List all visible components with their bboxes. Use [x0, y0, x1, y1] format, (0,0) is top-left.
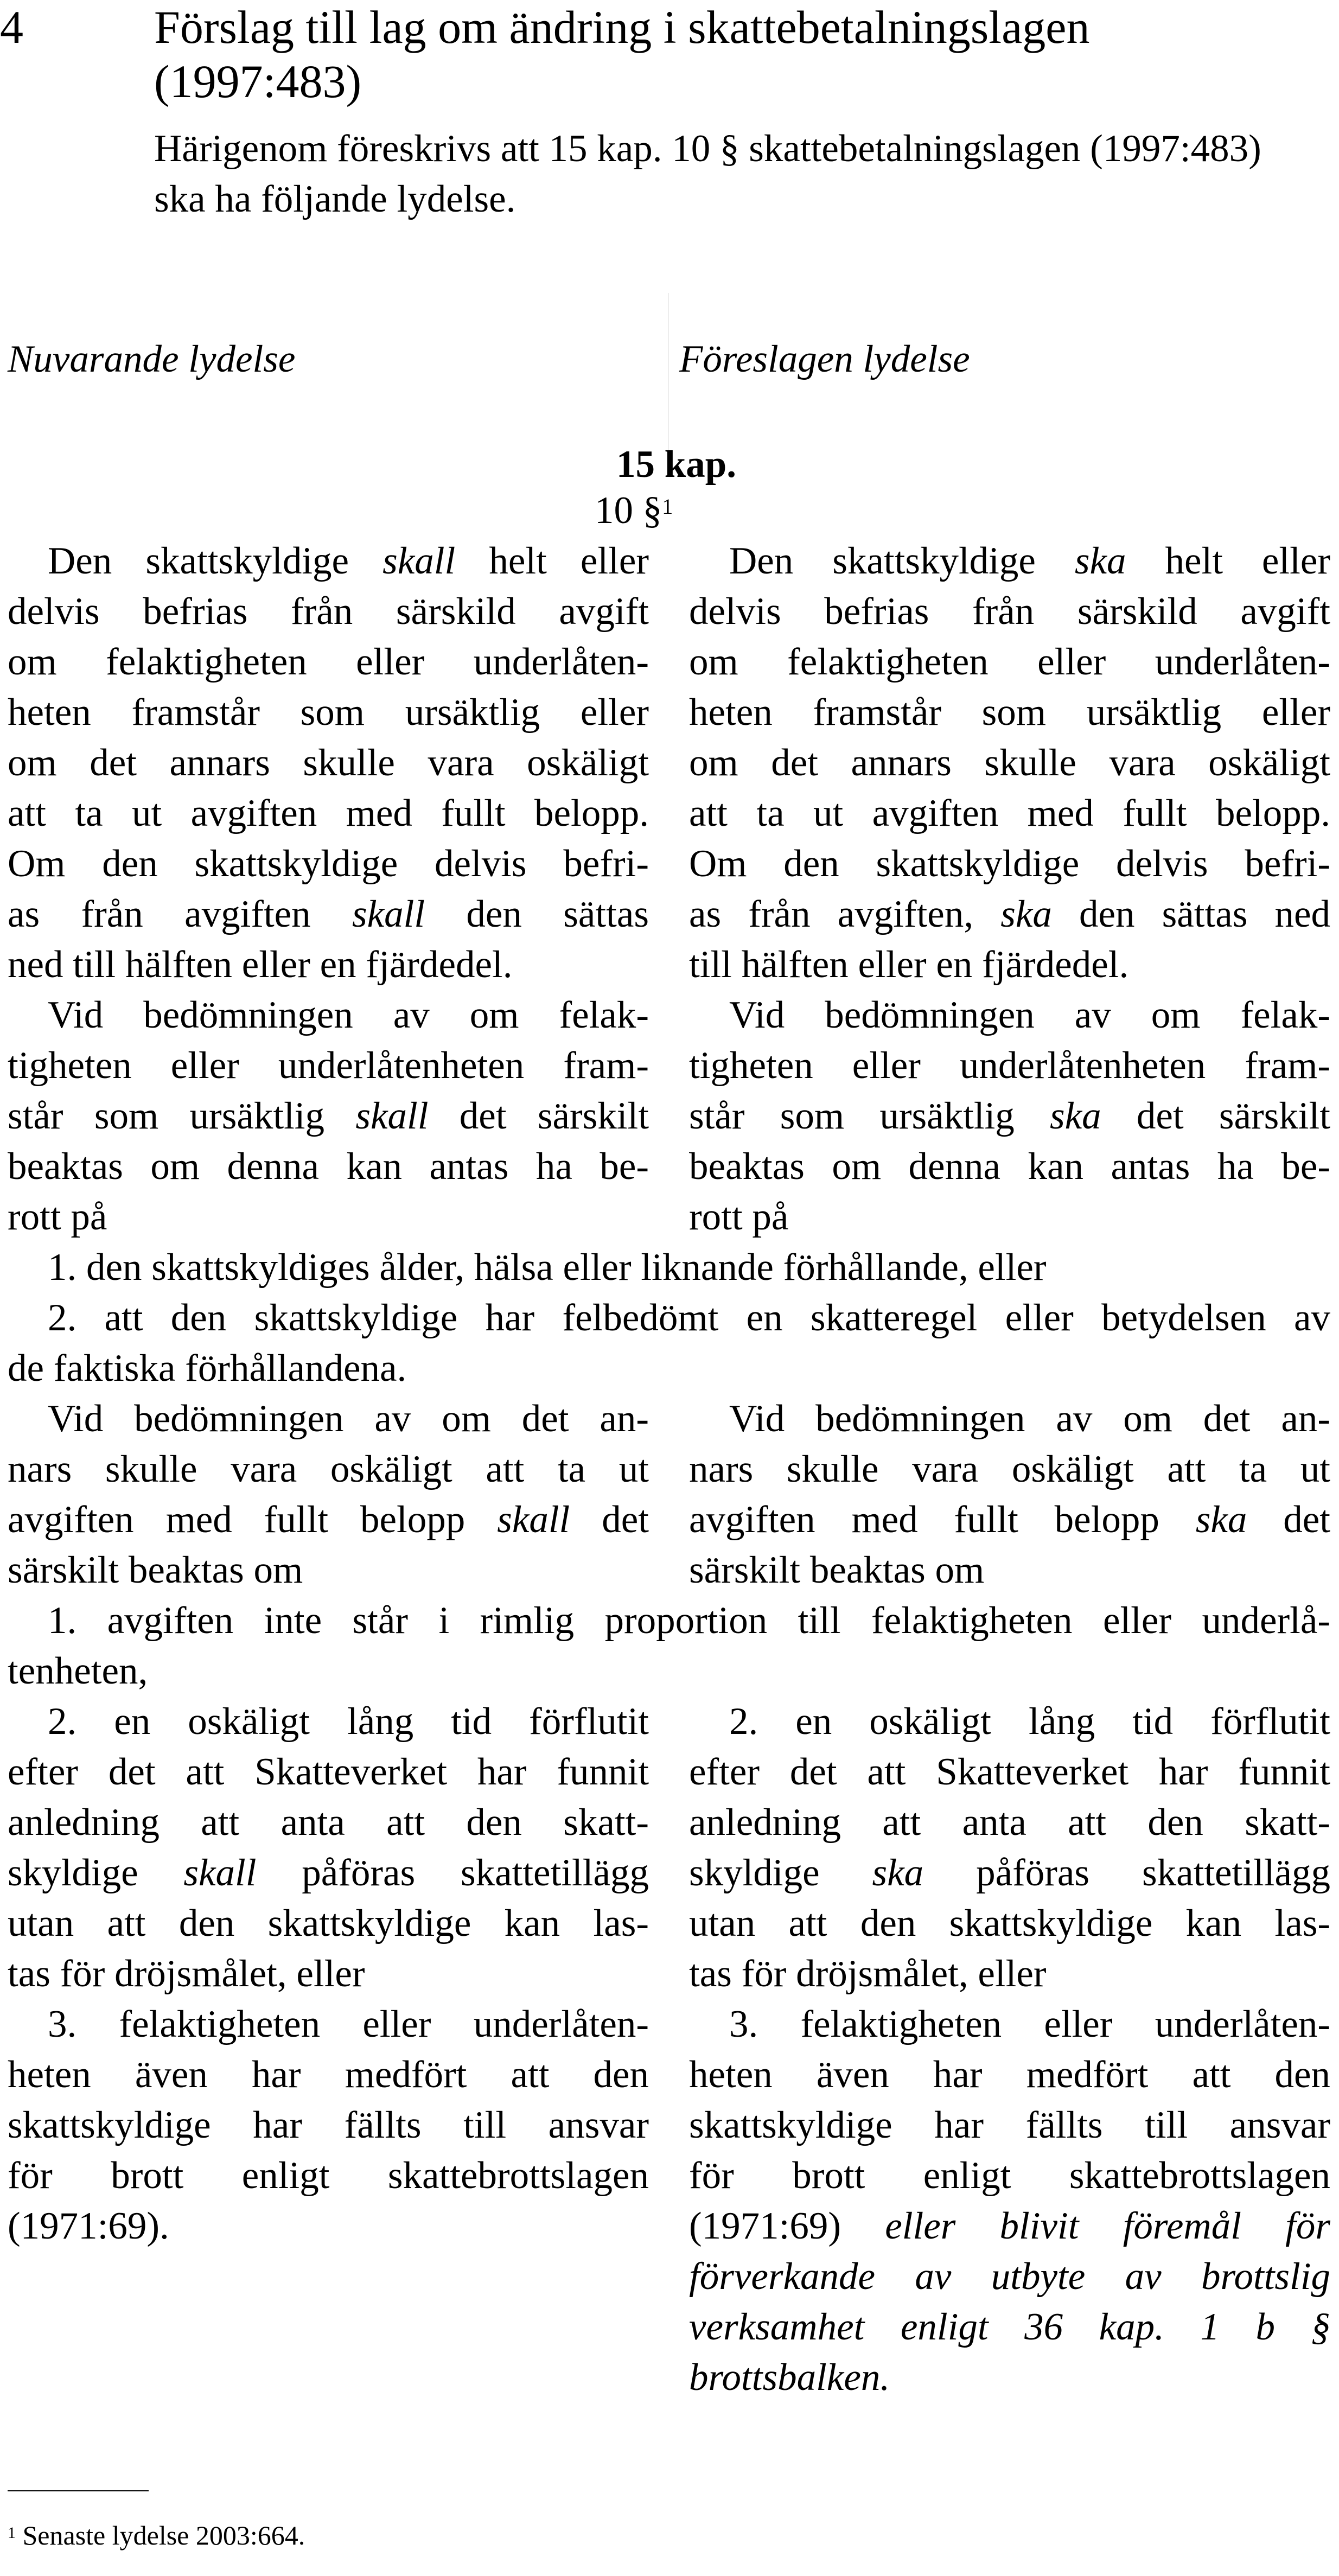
text-line: 2. en oskäligt lång tid förflutit [729, 1700, 1330, 1743]
text-line: ned till hälften eller en fjärdedel. [8, 943, 513, 986]
text-line: står som ursäktlig ska det särskilt [689, 1095, 1330, 1137]
footnote-text: Senaste lydelse 2003:664. [22, 2520, 305, 2551]
text-line: 2. att den skattskyldige har felbedömt en skatteregel eller betydelsen av [48, 1297, 1330, 1339]
text-line: efter det att Skatteverket har funnit [8, 1751, 649, 1793]
text-line: 1. den skattskyldiges ålder, hälsa eller liknande förhållande, eller [48, 1246, 1047, 1289]
text-line: heten även har medfört att den [689, 2054, 1330, 2096]
text-line: avgiften med fullt belopp ska det [689, 1499, 1330, 1541]
chapter-heading: 15 kap. [616, 443, 736, 486]
text-line: Vid bedömningen av om det an- [729, 1398, 1330, 1440]
right-column-heading: Föreslagen lydelse [679, 338, 970, 380]
text-line: nars skulle vara oskäligt att ta ut [8, 1448, 649, 1490]
text-line: efter det att Skatteverket har funnit [689, 1751, 1330, 1793]
intro-line: ska ha följande lydelse. [154, 178, 516, 220]
section-number: 4 [0, 1, 23, 53]
section-title [154, 0, 1326, 109]
text-line: utan att den skattskyldige kan las- [689, 1902, 1330, 1944]
text-line: skyldige skall påföras skattetillägg [8, 1852, 649, 1894]
text-line: delvis befrias från särskild avgift [8, 590, 649, 633]
text-line: Om den skattskyldige delvis befri- [8, 843, 649, 885]
left-column-heading: Nuvarande lydelse [8, 338, 296, 380]
text-line: skattskyldige har fällts till ansvar [689, 2104, 1330, 2146]
text-line: rott på [689, 1196, 789, 1238]
column-divider [668, 293, 669, 450]
text-line: för brott enligt skattebrottslagen [689, 2154, 1330, 2197]
text-line: står som ursäktlig skall det särskilt [8, 1095, 649, 1137]
text-line: heten även har medfört att den [8, 2054, 649, 2096]
text-line: tas för dröjsmålet, eller [689, 1953, 1047, 1995]
paragraph-heading [595, 486, 673, 536]
intro-text [154, 124, 1326, 225]
text-line: särskilt beaktas om [8, 1549, 303, 1591]
text-line: brottsbalken. [689, 2356, 890, 2399]
text-line: delvis befrias från särskild avgift [689, 590, 1330, 633]
proposed-text-block-1 [689, 536, 1330, 990]
footnote-rule [8, 2490, 149, 2491]
text-line: verksamhet enligt 36 kap. 1 b § [689, 2306, 1330, 2348]
text-line: skyldige ska påföras skattetillägg [689, 1852, 1330, 1894]
text-line: nars skulle vara oskäligt att ta ut [689, 1448, 1330, 1490]
text-line: beaktas om denna kan antas ha be- [689, 1145, 1330, 1188]
common-text-block-2 [8, 1596, 1330, 1697]
text-line: utan att den skattskyldige kan las- [8, 1902, 649, 1944]
text-line: Vid bedömningen av om felak- [48, 994, 649, 1036]
text-line: rott på [8, 1196, 107, 1238]
text-line: Vid bedömningen av om felak- [729, 994, 1330, 1036]
current-text-block-3 [8, 1394, 649, 1596]
text-line: för brott enligt skattebrottslagen [8, 2154, 649, 2197]
text-line: anledning att anta att den skatt- [689, 1801, 1330, 1844]
text-line: de faktiska förhållandena. [8, 1347, 407, 1389]
text-line: tigheten eller underlåtenheten fram- [689, 1044, 1330, 1087]
text-line: tigheten eller underlåtenheten fram- [8, 1044, 649, 1087]
text-line: om felaktigheten eller underlåten- [8, 641, 649, 683]
text-line: tas för dröjsmålet, eller [8, 1953, 365, 1995]
current-text-block-5 [8, 1999, 649, 2252]
footnote [8, 2516, 305, 2554]
text-line: (1971:69) eller blivit föremål för [689, 2205, 1330, 2247]
text-line: Den skattskyldige skall helt eller [48, 540, 649, 582]
text-line: as från avgiften, ska den sättas ned [689, 893, 1330, 935]
footnote-number: 1 [8, 2524, 16, 2542]
section-title-line: (1997:483) [154, 55, 362, 107]
current-text-block-1 [8, 536, 649, 990]
text-line: om det annars skulle vara oskäligt [689, 742, 1330, 784]
text-line: 2. en oskäligt lång tid förflutit [48, 1700, 649, 1743]
proposed-text-block-4 [689, 1697, 1330, 1999]
text-line: heten framstår som ursäktlig eller [8, 691, 649, 734]
proposed-text-block-5 [689, 1999, 1330, 2403]
current-text-block-2 [8, 990, 649, 1242]
text-line: att ta ut avgiften med fullt belopp. [689, 792, 1330, 834]
section-title-line: Förslag till lag om ändring i skattebetalningslagen [154, 1, 1090, 53]
text-line: 1. avgiften inte står i rimlig proportion till felaktigheten eller underlå- [48, 1599, 1330, 1642]
text-line: tenheten, [8, 1650, 148, 1692]
text-line: Den skattskyldige ska helt eller [729, 540, 1331, 582]
text-line: om det annars skulle vara oskäligt [8, 742, 649, 784]
text-line: till hälften eller en fjärdedel. [689, 943, 1129, 986]
current-text-block-4 [8, 1697, 649, 1999]
footnote-reference: 1 [662, 494, 673, 519]
intro-line: Härigenom föreskrivs att 15 kap. 10 § skattebetalningslagen (1997:483) [154, 127, 1261, 170]
text-line: att ta ut avgiften med fullt belopp. [8, 792, 649, 834]
text-line: Vid bedömningen av om det an- [48, 1398, 649, 1440]
text-line: förverkande av utbyte av brottslig [689, 2255, 1330, 2298]
text-line: om felaktigheten eller underlåten- [689, 641, 1330, 683]
text-line: as från avgiften skall den sättas [8, 893, 649, 935]
text-line: heten framstår som ursäktlig eller [689, 691, 1330, 734]
text-line: beaktas om denna kan antas ha be- [8, 1145, 649, 1188]
text-line: avgiften med fullt belopp skall det [8, 1499, 649, 1541]
text-line: (1971:69). [8, 2205, 169, 2247]
text-line: 3. felaktigheten eller underlåten- [729, 2003, 1330, 2045]
text-line: särskilt beaktas om [689, 1549, 985, 1591]
proposed-text-block-2 [689, 990, 1330, 1242]
text-line: skattskyldige har fällts till ansvar [8, 2104, 649, 2146]
text-line: Om den skattskyldige delvis befri- [689, 843, 1330, 885]
text-line: 3. felaktigheten eller underlåten- [48, 2003, 649, 2045]
text-line: anledning att anta att den skatt- [8, 1801, 649, 1844]
paragraph-number: 10 § [595, 489, 662, 532]
common-text-block-1 [8, 1242, 1330, 1394]
proposed-text-block-3 [689, 1394, 1330, 1596]
